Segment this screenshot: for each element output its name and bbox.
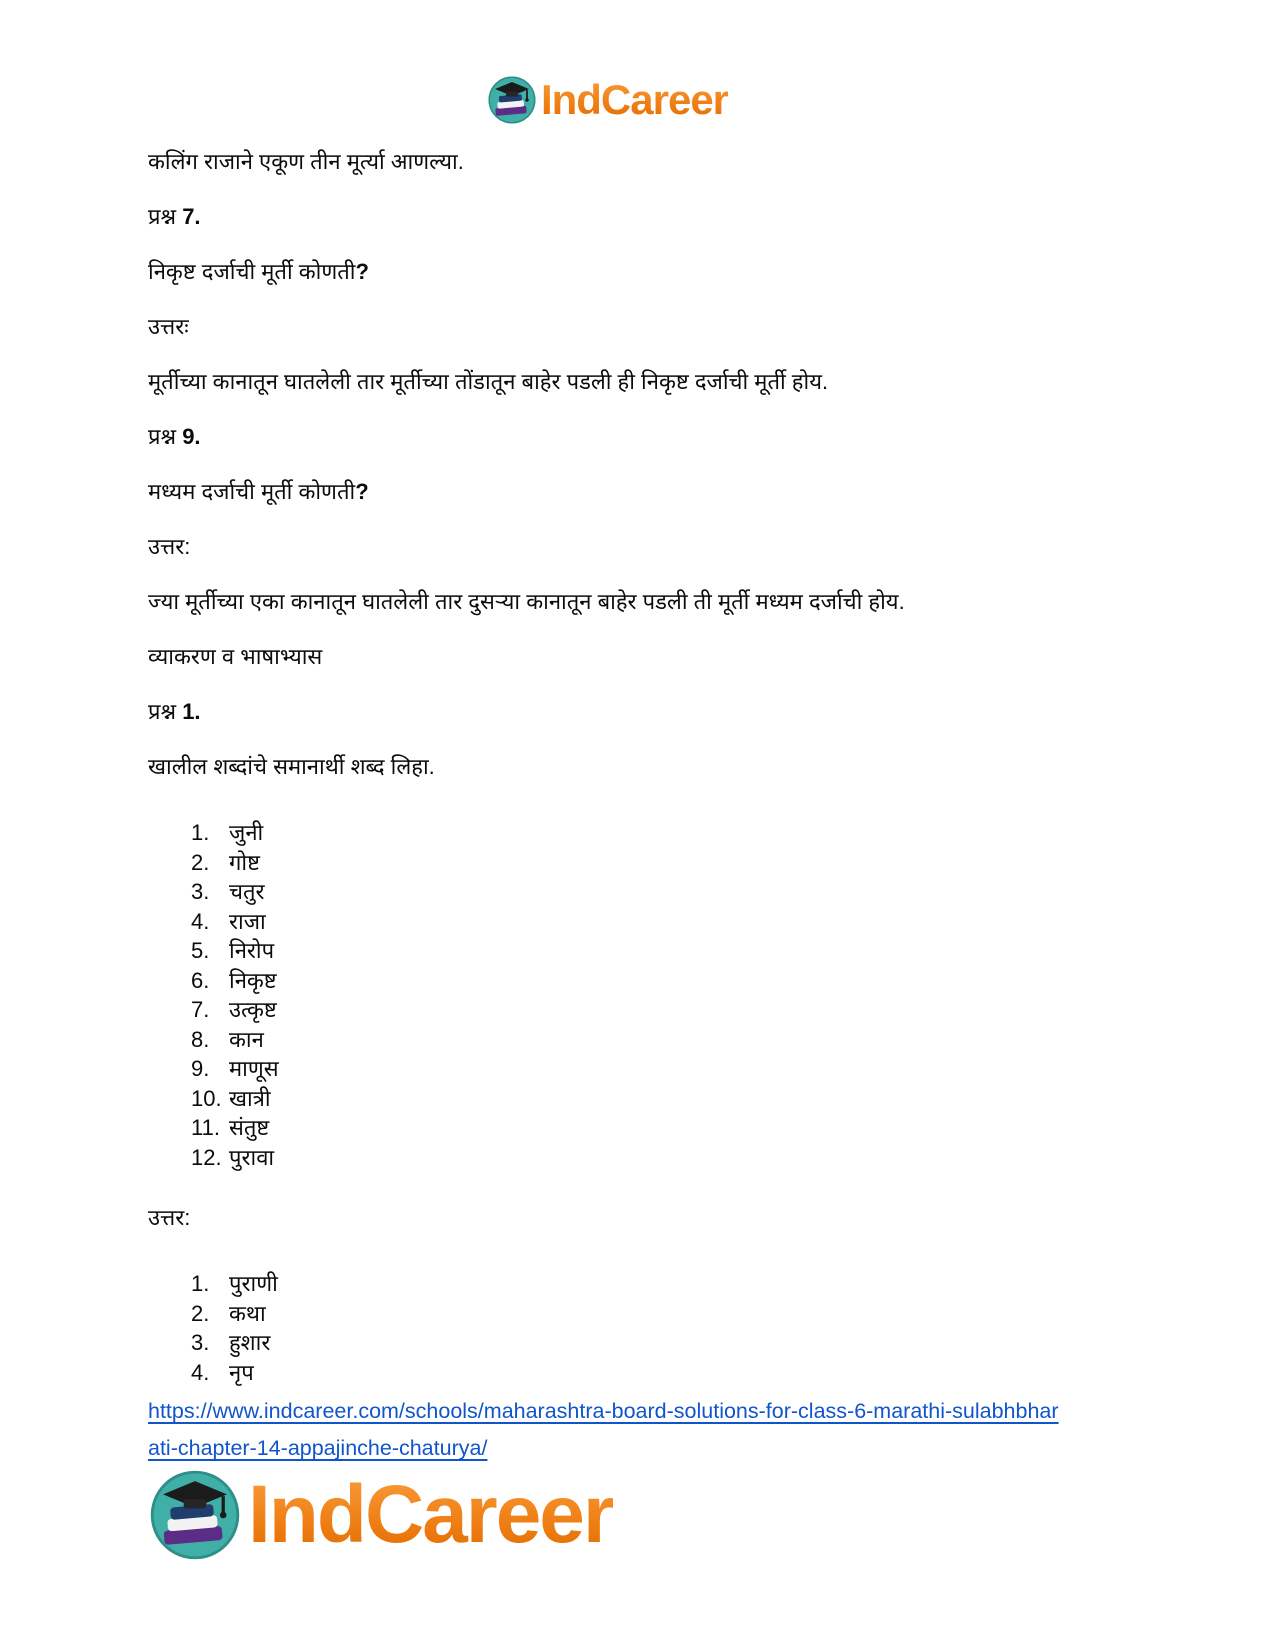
list-item	[191, 1025, 1135, 1055]
list-item	[191, 966, 1135, 996]
list-item	[191, 1113, 1135, 1143]
list-item	[191, 848, 1135, 878]
paragraph	[148, 698, 1135, 726]
paragraph	[148, 643, 1135, 671]
list-item	[191, 1328, 1135, 1358]
paragraph-text: ज्या मूर्तीच्या एका कानातून घातलेली तार दुसऱ्या कानातून बाहेर पडली ती मूर्ती मध्यम दर्जाची होय.	[148, 589, 905, 614]
article-url-link[interactable]	[148, 1393, 1135, 1467]
numbered-list	[191, 1269, 1135, 1387]
paragraph	[148, 753, 1135, 781]
list-item-number: 7.	[191, 997, 210, 1022]
paragraph	[148, 148, 1135, 176]
paragraph	[148, 423, 1135, 451]
list-item-text: राजा	[229, 908, 266, 934]
list-item	[191, 1084, 1135, 1114]
list-item-number: 2.	[191, 1300, 210, 1326]
paragraph-text: उत्तर:	[148, 1205, 191, 1230]
paragraph	[148, 533, 1135, 561]
list-item	[191, 818, 1135, 848]
list-item-number: 8.	[191, 1026, 210, 1052]
list-item-text: संतुष्ट	[229, 1115, 270, 1140]
paragraph-text: मूर्तीच्या कानातून घातलेली तार मूर्तीच्या तोंडातून बाहेर पडली ही निकृष्ट दर्जाची मूर्ती होय.	[148, 369, 829, 394]
list-item-text: पुरावा	[229, 1144, 275, 1170]
paragraph	[148, 478, 1135, 506]
list-item-number: 5.	[191, 938, 210, 963]
list-item	[191, 1054, 1135, 1084]
list-item-text: निरोप	[229, 938, 275, 963]
list-item-number: 3.	[191, 1330, 210, 1355]
paragraph-text: प्रश्न	[148, 204, 183, 229]
list-item	[191, 877, 1135, 907]
graduation-cap-books-icon	[487, 75, 537, 125]
list-item	[191, 1269, 1135, 1299]
paragraph-text: निकृष्ट दर्जाची मूर्ती कोणती	[148, 259, 356, 284]
list-item-text: पुराणी	[229, 1271, 278, 1296]
list-item-text: खात्री	[229, 1085, 271, 1111]
list-item-number: 2.	[191, 849, 210, 875]
paragraph	[148, 313, 1135, 341]
list-item	[191, 1143, 1135, 1173]
list-item-text: नृप	[229, 1359, 254, 1385]
paragraph	[148, 368, 1135, 396]
paragraph	[148, 203, 1135, 231]
list-item-text: जुनी	[229, 820, 264, 845]
paragraph-text-bold: 1.	[182, 699, 201, 724]
list-item-text: चतुर	[229, 879, 265, 904]
list-item-number: 11.	[191, 1115, 220, 1140]
list-item-text: हुशार	[229, 1330, 271, 1355]
list-item-number: 9.	[191, 1056, 210, 1081]
list-item	[191, 907, 1135, 937]
paragraph-text-bold: ?	[355, 259, 369, 284]
list-item-text: गोष्ट	[229, 849, 260, 875]
brand-name: IndCareer	[248, 1469, 613, 1560]
paragraph-text-bold: ?	[355, 479, 369, 504]
list-item-number: 12.	[191, 1144, 222, 1170]
paragraph-text: प्रश्न	[148, 699, 183, 724]
list-item-number: 1.	[191, 1271, 210, 1296]
article-url-line[interactable]: ati-chapter-14-appajinche-chaturya/	[148, 1436, 488, 1460]
list-item	[191, 1358, 1135, 1388]
footer-logo	[148, 1468, 613, 1562]
paragraph	[148, 1204, 1135, 1232]
list-item-text: निकृष्ट	[229, 967, 277, 993]
paragraph-text-bold: 7.	[182, 204, 201, 229]
graduation-cap-books-icon	[148, 1468, 242, 1562]
list-item	[191, 936, 1135, 966]
paragraph-text: उत्तरः	[148, 314, 189, 339]
paragraph-text: प्रश्न	[148, 424, 183, 449]
paragraph-text: मध्यम दर्जाची मूर्ती कोणती	[148, 479, 356, 504]
list-item-number: 10.	[191, 1085, 222, 1111]
paragraph-text: कलिंग राजाने एकूण तीन मूर्त्या आणल्या.	[148, 149, 464, 174]
list-item	[191, 995, 1135, 1025]
list-item-text: कथा	[229, 1300, 266, 1326]
list-item-number: 3.	[191, 879, 210, 904]
numbered-list	[191, 818, 1135, 1172]
paragraph-text: व्याकरण व भाषाभ्यास	[148, 644, 323, 669]
brand-name: IndCareer	[540, 76, 729, 123]
list-item-number: 4.	[191, 908, 210, 934]
list-item-number: 1.	[191, 820, 210, 845]
list-item-text: कान	[229, 1026, 264, 1052]
list-item	[191, 1299, 1135, 1329]
paragraph	[148, 258, 1135, 286]
paragraph-text: खालील शब्दांचे समानार्थी शब्द लिहा.	[148, 754, 435, 779]
list-item-text: उत्कृष्ट	[229, 997, 277, 1022]
header-logo	[0, 0, 1245, 126]
paragraph-text-bold: 9.	[182, 424, 201, 449]
list-item-text: माणूस	[229, 1056, 279, 1081]
list-item-number: 6.	[191, 967, 210, 993]
paragraph-text: उत्तर:	[148, 534, 191, 559]
paragraph	[148, 588, 1135, 616]
document-content	[148, 148, 1135, 1467]
article-url-line[interactable]: https://www.indcareer.com/schools/maharashtra-board-solutions-for-class-6-marathi-sulabhbhar	[148, 1399, 1059, 1423]
list-item-number: 4.	[191, 1359, 210, 1385]
